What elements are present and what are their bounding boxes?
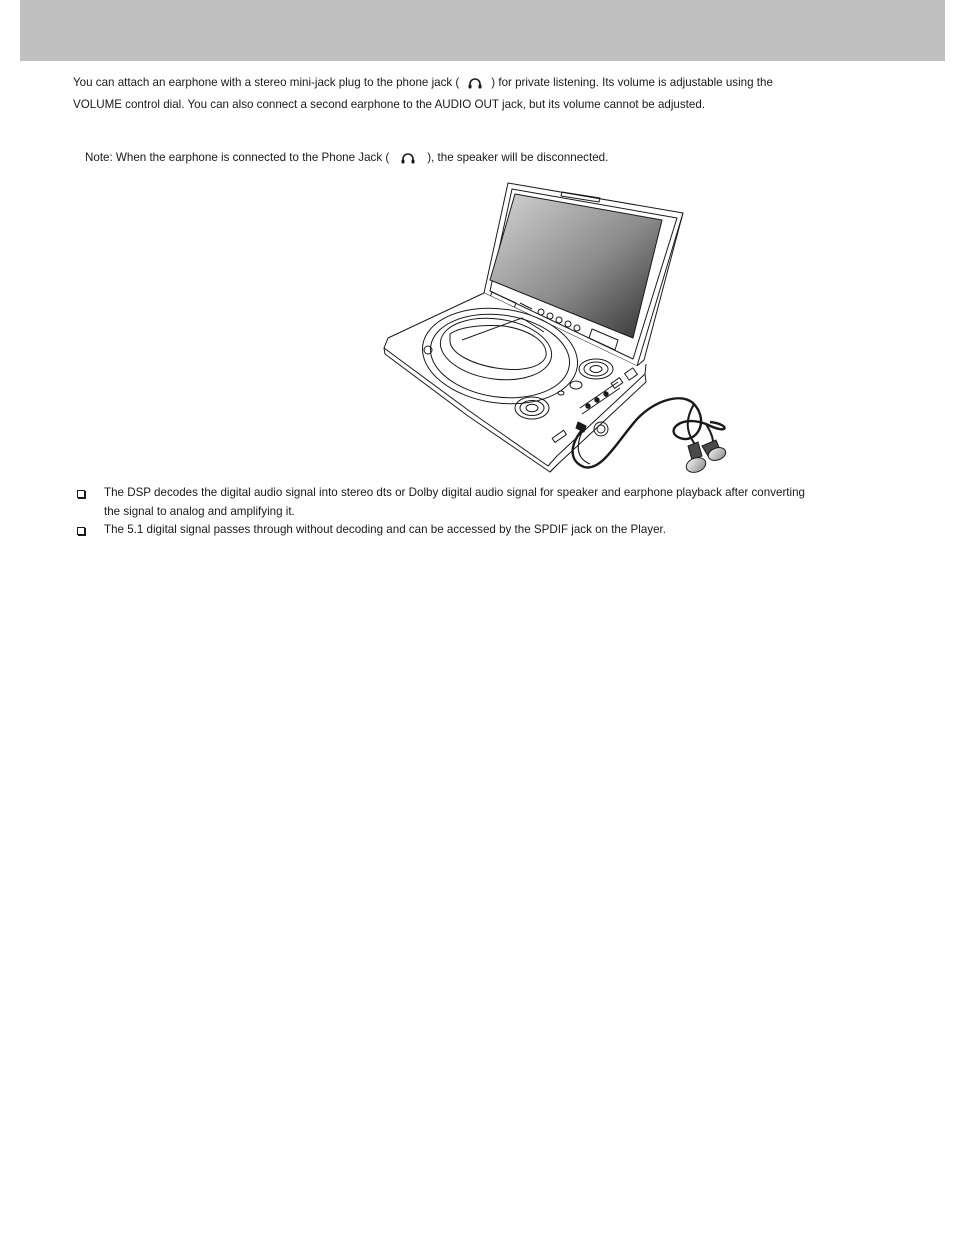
intro-text-end: ) for private listening. Its volume is adjustable using the VOLUME control dial. You can also connect a second earphone to the AUDIO OUT jack, but its volume cannot be adjusted. [73, 76, 773, 111]
note-paragraph [85, 148, 785, 170]
intro-paragraph [73, 73, 813, 114]
checkbox-bullet-icon [77, 490, 85, 498]
headphone-icon [468, 76, 482, 95]
headphone-icon [401, 151, 415, 170]
list-item [74, 484, 814, 521]
list-item [74, 521, 814, 540]
bullet-text: The 5.1 digital signal passes through without decoding and can be accessed by the SPDIF jack on the Player. [104, 523, 666, 536]
note-text-start: Note: When the earphone is connected to the Phone Jack ( [85, 151, 390, 164]
checkbox-bullet-icon [77, 527, 85, 535]
note-text-end: ), the speaker will be disconnected. [427, 151, 609, 164]
feature-bullet-list [74, 484, 814, 540]
bullet-text: The DSP decodes the digital audio signal into stereo dts or Dolby digital audio signal for speaker and earphone playback after converting the signal to analog and amplifying it. [104, 486, 805, 518]
header-band [20, 0, 945, 61]
portable-dvd-player-illustration [380, 178, 755, 478]
intro-text-start: You can attach an earphone with a stereo mini-jack plug to the phone jack ( [73, 76, 460, 89]
